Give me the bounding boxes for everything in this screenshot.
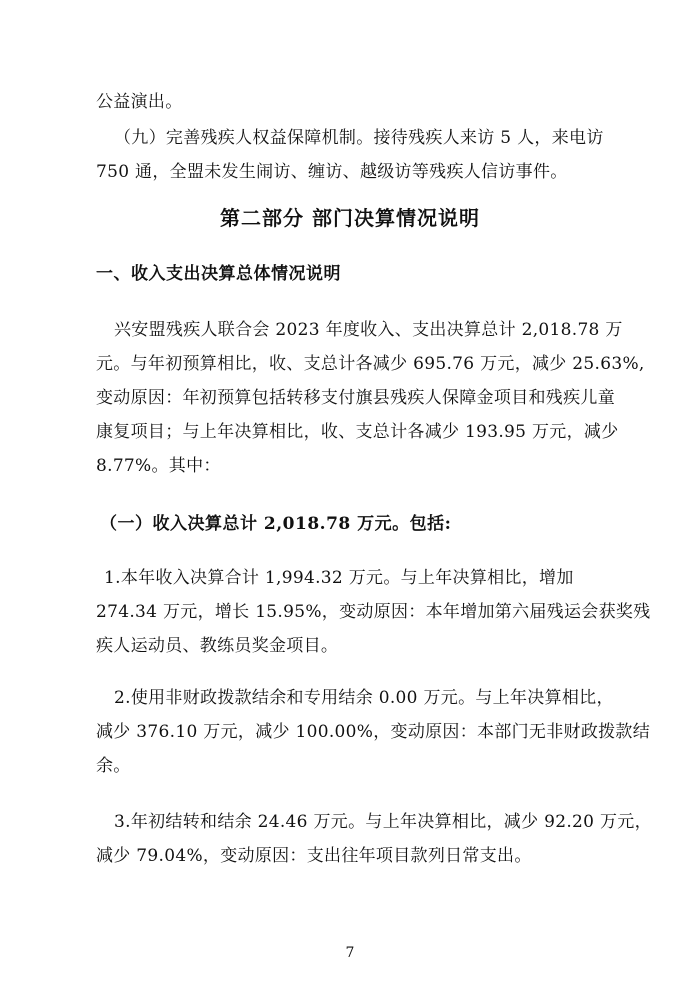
paragraph-line: 余。 [96,756,131,776]
paragraph-line: 3.年初结转和结余 24.46 万元。与上年决算相比，减少 92.20 万元， [114,812,652,832]
paragraph-line: 减少 79.04%，变动原因：支出往年项目款列日常支出。 [96,846,532,866]
paragraph-line: 8.77%。其中： [96,456,221,476]
paragraph-line: （九）完善残疾人权益保障机制。接待残疾人来访 5 人，来电访 [114,128,604,148]
paragraph-line: 减少 376.10 万元，减少 100.00%，变动原因：本部门无非财政拨款结 [96,722,651,742]
paragraph-line: 兴安盟残疾人联合会 2023 年度收入、支出决算总计 2,018.78 万 [114,320,623,340]
page-number: 7 [345,945,355,961]
paragraph-line: 274.34 万元，增长 15.95%，变动原因：本年增加第六届残运会获奖残 [96,602,651,622]
paragraph-line: 疾人运动员、教练员奖金项目。 [96,636,339,656]
paragraph-line: 康复项目；与上年决算相比，收、支总计各减少 193.95 万元，减少 [96,422,619,442]
paragraph-line: 1.本年收入决算合计 1,994.32 万元。与上年决算相比，增加 [104,568,574,588]
paragraph-line: 公益演出。 [96,92,183,112]
subsection-heading: （一）收入决算总计 2,018.78 万元。包括: [100,514,452,534]
paragraph-line: 2.使用非财政拨款结余和专用结余 0.00 万元。与上年决算相比， [114,688,614,708]
paragraph-line: 元。与年初预算相比，收、支总计各减少 695.76 万元，减少 25.63%, [96,354,645,374]
part-title: 第二部分 部门决算情况说明 [220,206,480,230]
paragraph-line: 变动原因：年初预算包括转移支付旗县残疾人保障金项目和残疾儿童 [96,388,615,408]
paragraph-line: 750 通，全盟未发生闹访、缠访、越级访等残疾人信访事件。 [96,162,568,182]
section-heading: 一、收入支出决算总体情况说明 [96,264,341,284]
